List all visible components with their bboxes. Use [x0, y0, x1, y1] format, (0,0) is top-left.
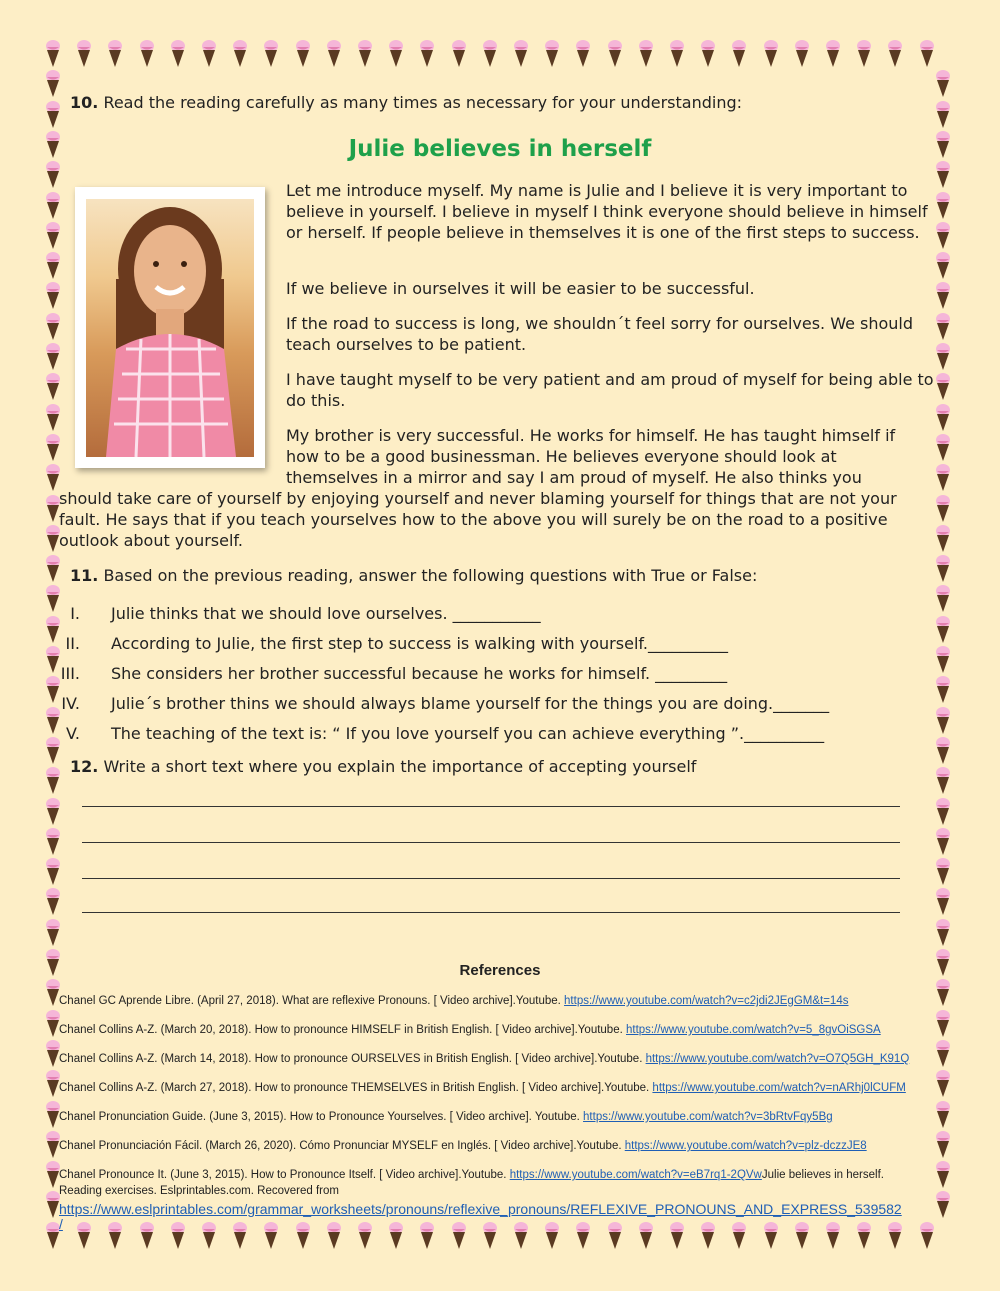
ice-cream-cone-icon — [935, 282, 951, 310]
item-text: Julie´s brother thins we should always blame yourself for the things you are doing._______ — [111, 694, 830, 713]
ice-cream-cone-icon — [935, 646, 951, 674]
paragraph-1: Let me introduce myself. My name is Julie and I believe it is very important to believe in yourself. I believe in myself I think everyone should believe in himself or herself. If people believe in themselves it is one of the first steps to success. — [286, 181, 928, 242]
item-text: She considers her brother successful because he works for himself. _________ — [111, 664, 728, 683]
ice-cream-cone-icon — [107, 40, 123, 68]
item-number: II. — [65, 634, 80, 653]
ice-cream-cone-icon — [451, 40, 467, 68]
ice-cream-cone-icon — [263, 1222, 279, 1250]
ice-cream-cone-icon — [263, 40, 279, 68]
ice-cream-cone-icon — [45, 767, 61, 795]
ice-cream-cone-icon — [731, 1222, 747, 1250]
ice-cream-cone-icon — [139, 40, 155, 68]
question-12: 12. Write a short text where you explain the importance of accepting yourself — [70, 757, 697, 776]
ice-cream-cone-icon — [388, 1222, 404, 1250]
ice-cream-cone-icon — [232, 40, 248, 68]
answer-line[interactable] — [82, 842, 900, 843]
ice-cream-cone-icon — [232, 1222, 248, 1250]
reading-title: Julie believes in herself — [348, 136, 652, 162]
ice-cream-cone-icon — [935, 616, 951, 644]
ice-cream-cone-icon — [607, 1222, 623, 1250]
question-10: 10. Read the reading carefully as many times as necessary for your understanding: — [70, 93, 743, 112]
ice-cream-cone-icon — [575, 40, 591, 68]
reference-line-2: Reading exercises. Eslprintables.com. Recovered from — [59, 1185, 339, 1197]
ice-cream-cone-icon — [326, 1222, 342, 1250]
ice-cream-cone-icon — [544, 40, 560, 68]
reference-text: Chanel Collins A-Z. (March 27, 2018). How to pronounce THEMSELVES in British English. [ Video archive].Youtube. — [59, 1082, 653, 1094]
ice-cream-cone-icon — [935, 252, 951, 280]
ice-cream-cone-icon — [45, 40, 61, 68]
ice-cream-cone-icon — [607, 40, 623, 68]
ice-cream-cone-icon — [763, 40, 779, 68]
ice-cream-cone-icon — [638, 40, 654, 68]
ice-cream-cone-icon — [419, 40, 435, 68]
photo-frame — [75, 187, 265, 468]
reference-entry — [59, 1053, 909, 1065]
ice-cream-cone-icon — [935, 192, 951, 220]
ice-cream-cone-icon — [935, 676, 951, 704]
ice-cream-cone-icon — [669, 1222, 685, 1250]
ice-cream-cone-icon — [45, 858, 61, 886]
item-number: IV. — [61, 694, 80, 713]
reference-text: Chanel Pronunciation Guide. (June 3, 2015). How to Pronounce Yourselves. [ Video archive]. Youtube. — [59, 1111, 584, 1123]
reference-text: Chanel Pronounce It. (June 3, 2015). How to Pronounce Itself. [ Video archive].Youtube. — [59, 1169, 510, 1181]
references-heading: References — [459, 962, 541, 979]
ice-cream-cone-icon — [935, 707, 951, 735]
ice-cream-cone-icon — [357, 40, 373, 68]
ice-cream-cone-icon — [887, 40, 903, 68]
eslprintables-link-end[interactable]: / — [59, 1216, 63, 1232]
reference-text: Chanel Collins A-Z. (March 14, 2018). How to pronounce OURSELVES in British English. [ Video archive].Youtube. — [59, 1053, 646, 1065]
ice-cream-cone-icon — [700, 40, 716, 68]
ice-cream-cone-icon — [45, 101, 61, 129]
ice-cream-cone-icon — [419, 1222, 435, 1250]
ice-cream-cone-icon — [482, 40, 498, 68]
ice-cream-cone-icon — [170, 1222, 186, 1250]
ice-cream-cone-icon — [935, 979, 951, 1007]
ice-cream-cone-icon — [935, 767, 951, 795]
answer-line[interactable] — [82, 878, 900, 879]
answer-line[interactable] — [82, 912, 900, 913]
ice-cream-cone-icon — [45, 555, 61, 583]
ice-cream-cone-icon — [170, 40, 186, 68]
ice-cream-cone-icon — [935, 404, 951, 432]
reference-text: Chanel Collins A-Z. (March 20, 2018). How to pronounce HIMSELF in British English. [ Video archive].Youtube. — [59, 1024, 626, 1036]
paragraph-3: If the road to success is long, we shouldn´t feel sorry for ourselves. We should teach ourselves to be patient. — [286, 314, 914, 354]
ice-cream-cone-icon — [935, 1040, 951, 1068]
ice-cream-cone-icon — [76, 1222, 92, 1250]
question-11: 11. Based on the previous reading, answer the following questions with True or False: — [70, 566, 758, 585]
ice-cream-cone-icon — [139, 1222, 155, 1250]
ice-cream-cone-icon — [201, 1222, 217, 1250]
paragraph-5-continued: should take care of yourself by enjoying yourself and never blaming yourself for things that are not your fault. He says that if you teach yourselves how to the above you will surely be on the road to a positive outlook about yourself. — [59, 489, 897, 550]
item-number: III. — [60, 664, 80, 683]
ice-cream-cone-icon — [935, 1131, 951, 1159]
ice-cream-cone-icon — [45, 192, 61, 220]
ice-cream-cone-icon — [513, 1222, 529, 1250]
reference-link[interactable]: https://www.youtube.com/watch?v=5_8gvOiSGSA — [625, 1024, 881, 1036]
ice-cream-cone-icon — [935, 919, 951, 947]
ice-cream-cone-icon — [935, 70, 951, 98]
reference-link[interactable]: https://www.youtube.com/watch?v=eB7rq1-2QVw — [509, 1169, 762, 1181]
ice-cream-cone-icon — [935, 1101, 951, 1129]
ice-cream-cone-icon — [45, 161, 61, 189]
ice-cream-cone-icon — [935, 1010, 951, 1038]
reference-text: Chanel Pronunciación Fácil. (March 26, 2020). Cómo Pronunciar MYSELF en Inglés. [ Video archive].Youtube. — [59, 1140, 625, 1152]
ice-cream-cone-icon — [731, 40, 747, 68]
ice-cream-cone-icon — [935, 1191, 951, 1219]
reference-text: Julie believes in herself. — [761, 1169, 884, 1181]
answer-line[interactable] — [82, 806, 900, 807]
ice-cream-cone-icon — [919, 40, 935, 68]
ice-cream-cone-icon — [669, 40, 685, 68]
paragraph-4: I have taught myself to be very patient and am proud of myself for being able to do this. — [286, 370, 934, 410]
ice-cream-cone-icon — [887, 1222, 903, 1250]
ice-cream-cone-icon — [326, 40, 342, 68]
ice-cream-cone-icon — [76, 40, 92, 68]
reference-link[interactable]: https://www.youtube.com/watch?v=c2jdi2JEgGM&t=14s — [564, 995, 849, 1007]
ice-cream-cone-icon — [825, 1222, 841, 1250]
reference-entry — [59, 995, 848, 1007]
ice-cream-cone-icon — [935, 222, 951, 250]
item-text: The teaching of the text is: “ If you love yourself you can achieve everything ”.__________ — [111, 724, 825, 743]
ice-cream-cone-icon — [794, 40, 810, 68]
ice-cream-cone-icon — [935, 1070, 951, 1098]
reference-entry — [59, 1169, 884, 1181]
reference-link[interactable]: https://www.youtube.com/watch?v=plz-dczzJE8 — [624, 1140, 867, 1152]
ice-cream-cone-icon — [935, 373, 951, 401]
item-text: According to Julie, the first step to success is walking with yourself.__________ — [111, 634, 728, 653]
item-text: Julie thinks that we should love ourselves. ___________ — [111, 604, 541, 623]
item-number: I. — [70, 604, 80, 623]
ice-cream-cone-icon — [388, 40, 404, 68]
ice-cream-cone-icon — [295, 1222, 311, 1250]
ice-cream-cone-icon — [482, 1222, 498, 1250]
ice-cream-cone-icon — [45, 222, 61, 250]
ice-cream-cone-icon — [935, 101, 951, 129]
reference-link[interactable]: https://www.youtube.com/watch?v=O7Q5GH_K91Q — [645, 1053, 910, 1065]
ice-cream-cone-icon — [45, 798, 61, 826]
reference-link[interactable]: https://www.youtube.com/watch?v=nARhj0lCUFM — [652, 1082, 906, 1094]
ice-cream-cone-icon — [45, 919, 61, 947]
ice-cream-cone-icon — [575, 1222, 591, 1250]
ice-cream-cone-icon — [45, 70, 61, 98]
ice-cream-cone-icon — [794, 1222, 810, 1250]
reference-entry — [59, 1140, 867, 1152]
ice-cream-cone-icon — [935, 161, 951, 189]
ice-cream-cone-icon — [45, 252, 61, 280]
ice-cream-cone-icon — [201, 40, 217, 68]
ice-cream-cone-icon — [544, 1222, 560, 1250]
reference-text: Chanel GC Aprende Libre. (April 27, 2018). What are reflexive Pronouns. [ Video archive].Youtube. — [59, 995, 565, 1007]
ice-cream-cone-icon — [45, 282, 61, 310]
smiling-girl-photo — [86, 199, 254, 457]
paragraph-2: If we believe in ourselves it will be easier to be successful. — [286, 279, 755, 298]
ice-cream-cone-icon — [935, 555, 951, 583]
ice-cream-cone-icon — [451, 1222, 467, 1250]
ice-cream-cone-icon — [935, 828, 951, 856]
ice-cream-cone-icon — [935, 798, 951, 826]
eslprintables-link[interactable]: https://www.eslprintables.com/grammar_worksheets/pronouns/reflexive_pronouns/REFLEXIVE_PRONOUNS_AND_EXPRESS_539582 — [59, 1201, 902, 1217]
ice-cream-cone-icon — [45, 434, 61, 462]
ice-cream-cone-icon — [513, 40, 529, 68]
ice-cream-cone-icon — [763, 1222, 779, 1250]
ice-cream-cone-icon — [825, 40, 841, 68]
ice-cream-cone-icon — [45, 888, 61, 916]
ice-cream-cone-icon — [45, 313, 61, 341]
ice-cream-cone-icon — [638, 1222, 654, 1250]
ice-cream-cone-icon — [700, 1222, 716, 1250]
ice-cream-cone-icon — [935, 1161, 951, 1189]
ice-cream-cone-icon — [45, 828, 61, 856]
ice-cream-cone-icon — [45, 404, 61, 432]
ice-cream-cone-icon — [856, 1222, 872, 1250]
ice-cream-cone-icon — [295, 40, 311, 68]
ice-cream-cone-icon — [935, 888, 951, 916]
reference-entry — [59, 1024, 881, 1036]
ice-cream-cone-icon — [856, 40, 872, 68]
reference-entry — [59, 1082, 906, 1094]
ice-cream-cone-icon — [919, 1222, 935, 1250]
ice-cream-cone-icon — [45, 373, 61, 401]
reference-entry — [59, 1111, 833, 1123]
ice-cream-cone-icon — [935, 585, 951, 613]
ice-cream-cone-icon — [107, 1222, 123, 1250]
paragraph-5: My brother is very successful. He works for himself. He has taught himself if how to be a good businessman. He believes everyone should look at themselves in a mirror and say I am proud of myself. He also thinks you — [286, 426, 896, 487]
ice-cream-cone-icon — [935, 434, 951, 462]
item-number: V. — [66, 724, 80, 743]
ice-cream-cone-icon — [45, 343, 61, 371]
ice-cream-cone-icon — [357, 1222, 373, 1250]
ice-cream-cone-icon — [935, 737, 951, 765]
reference-link[interactable]: https://www.youtube.com/watch?v=3bRtvFqy5Bg — [583, 1111, 833, 1123]
ice-cream-cone-icon — [935, 858, 951, 886]
